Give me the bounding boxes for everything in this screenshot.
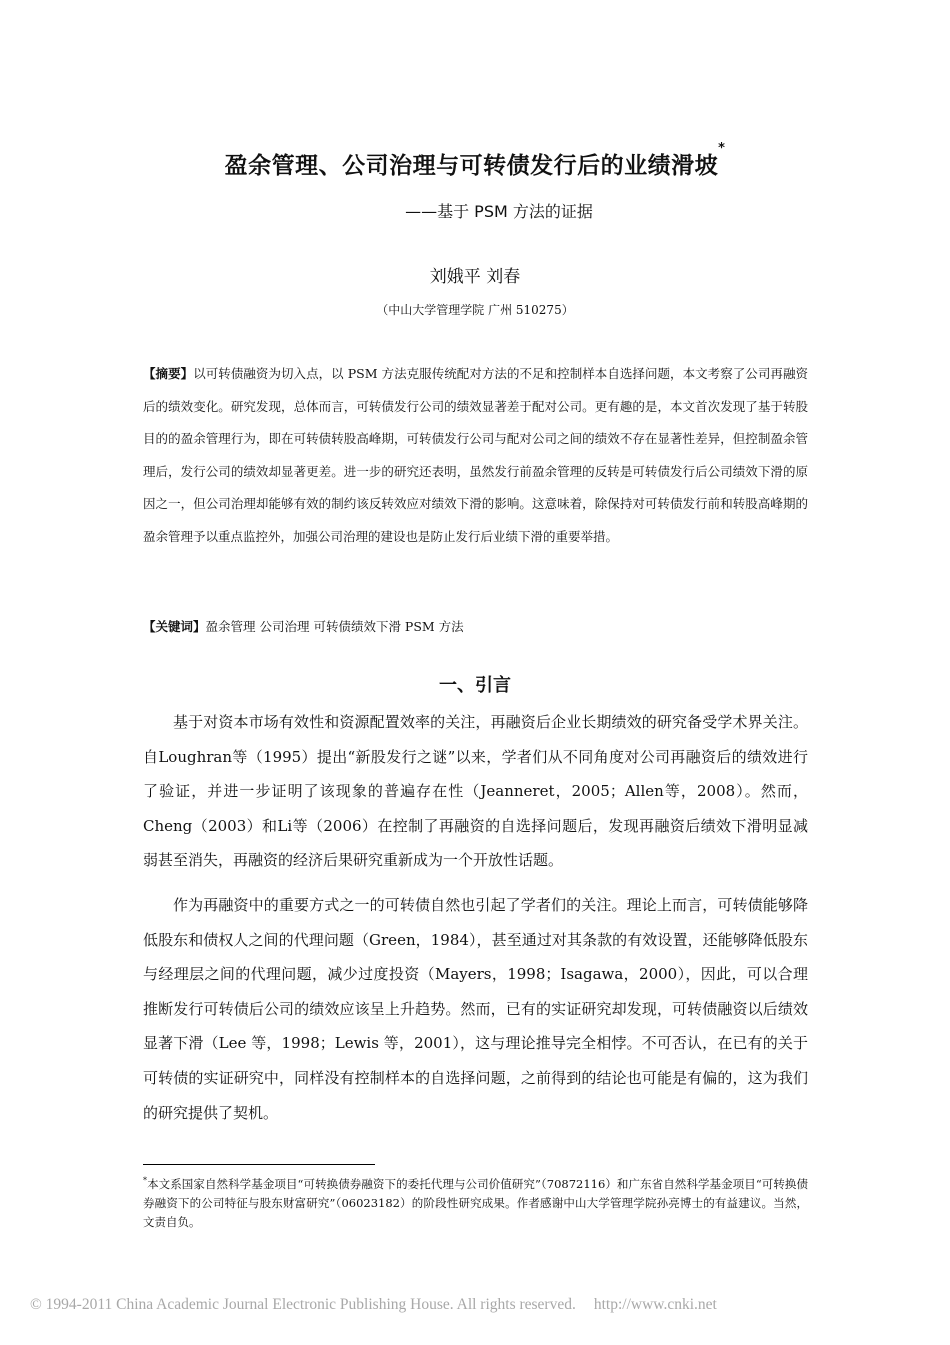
body-paragraph-2: 作为再融资中的重要方式之一的可转债自然也引起了学者们的关注。理论上而言，可转债能够降低股东和债权人之间的代理问题（Green，1984），甚至通过对其条款的有效设置，还能够降低股东与经理层之间的代理问题，减少过度投资（Mayers，1998；Isagawa，2000），因此，可以合理推断发行可转债后公司的绩效应该呈上升趋势。然而，已有的实证研究却发现，可转债融资以后绩效显著下滑（Lee 等，1998；Lewis 等，2001），这与理论推导完全相悖。不可否认，在已有的关于可转债的实证研究中，同样没有控制样本的自选择问题，之前得到的结论也可能是有偏的，这为我们的研究提供了契机。 (143, 896, 808, 1122)
footnote (143, 1171, 808, 1232)
authors: 刘娥平 刘春 (429, 267, 521, 287)
abstract (143, 358, 808, 554)
abstract-text: 以可转债融资为切入点，以 PSM 方法克服传统配对方法的不足和控制样本自选择问题，本文考察了公司再融资后的绩效变化。研究发现，总体而言，可转债发行公司的绩效显著差于配对公司。更有趣的是，本文首次发现了基于转股目的的盈余管理行为，即在可转债转股高峰期，可转债发行公司与配对公司之间的绩效不存在显著性差异，但控制盈余管理后，发行公司的绩效却显著更差。进一步的研究还表明，虽然发行前盈余管理的反转是可转债发行后公司绩效下滑的原因之一，但公司治理却能够有效的制约该反转效应对绩效下滑的影响。这意味着，除保持对可转债发行前和转股高峰期的盈余管理予以重点监控外，加强公司治理的建设也是防止发行后业绩下滑的重要举措。 (143, 366, 808, 544)
footnote-mark: * (143, 1176, 147, 1185)
affiliation: （中山大学管理学院 广州 510275） (376, 303, 574, 317)
title-footnote-mark: * (718, 141, 726, 156)
copyright-text: © 1994-2011 China Academic Journal Electronic Publishing House. All rights reserved. (30, 1296, 576, 1313)
paper-subtitle (0, 199, 950, 222)
paper-title (0, 141, 950, 180)
title-text: 盈余管理、公司治理与可转债发行后的业绩滑坡 (224, 153, 719, 179)
keywords-label: 【关键词】 (143, 619, 206, 634)
footnote-divider (143, 1164, 375, 1165)
body-paragraph-1: 基于对资本市场有效性和资源配置效率的关注，再融资后企业长期绩效的研究备受学术界关注。自Loughran等（1995）提出“新股发行之谜”以来，学者们从不同角度对公司再融资后的绩效进行了验证，并进一步证明了该现象的普遍存在性（Jeanneret，2005；Allen等，2008）。然而，Cheng（2003）和Li等（2006）在控制了再融资的自选择问题后，发现再融资后绩效下滑明显减弱甚至消失，再融资的经济后果研究重新成为一个开放性话题。 (143, 713, 808, 870)
copyright-watermark (30, 1296, 930, 1314)
section-heading: 一、引言 (439, 675, 511, 696)
keywords (143, 618, 808, 636)
abstract-label: 【摘要】 (143, 366, 194, 381)
footnote-text: 本文系国家自然科学基金项目“可转换债券融资下的委托代理与公司价值研究”（70872116）和广东省自然科学基金项目“可转换债券融资下的公司特征与股东财富研究”（06023182）的阶段性研究成果。作者感谢中山大学管理学院孙亮博士的有益建议。当然，文责自负。 (143, 1176, 808, 1229)
copyright-url: http://www.cnki.net (593, 1296, 717, 1313)
keywords-text: 盈余管理 公司治理 可转债绩效下滑 PSM 方法 (205, 619, 464, 634)
subtitle-text: ——基于 PSM 方法的证据 (405, 202, 593, 221)
